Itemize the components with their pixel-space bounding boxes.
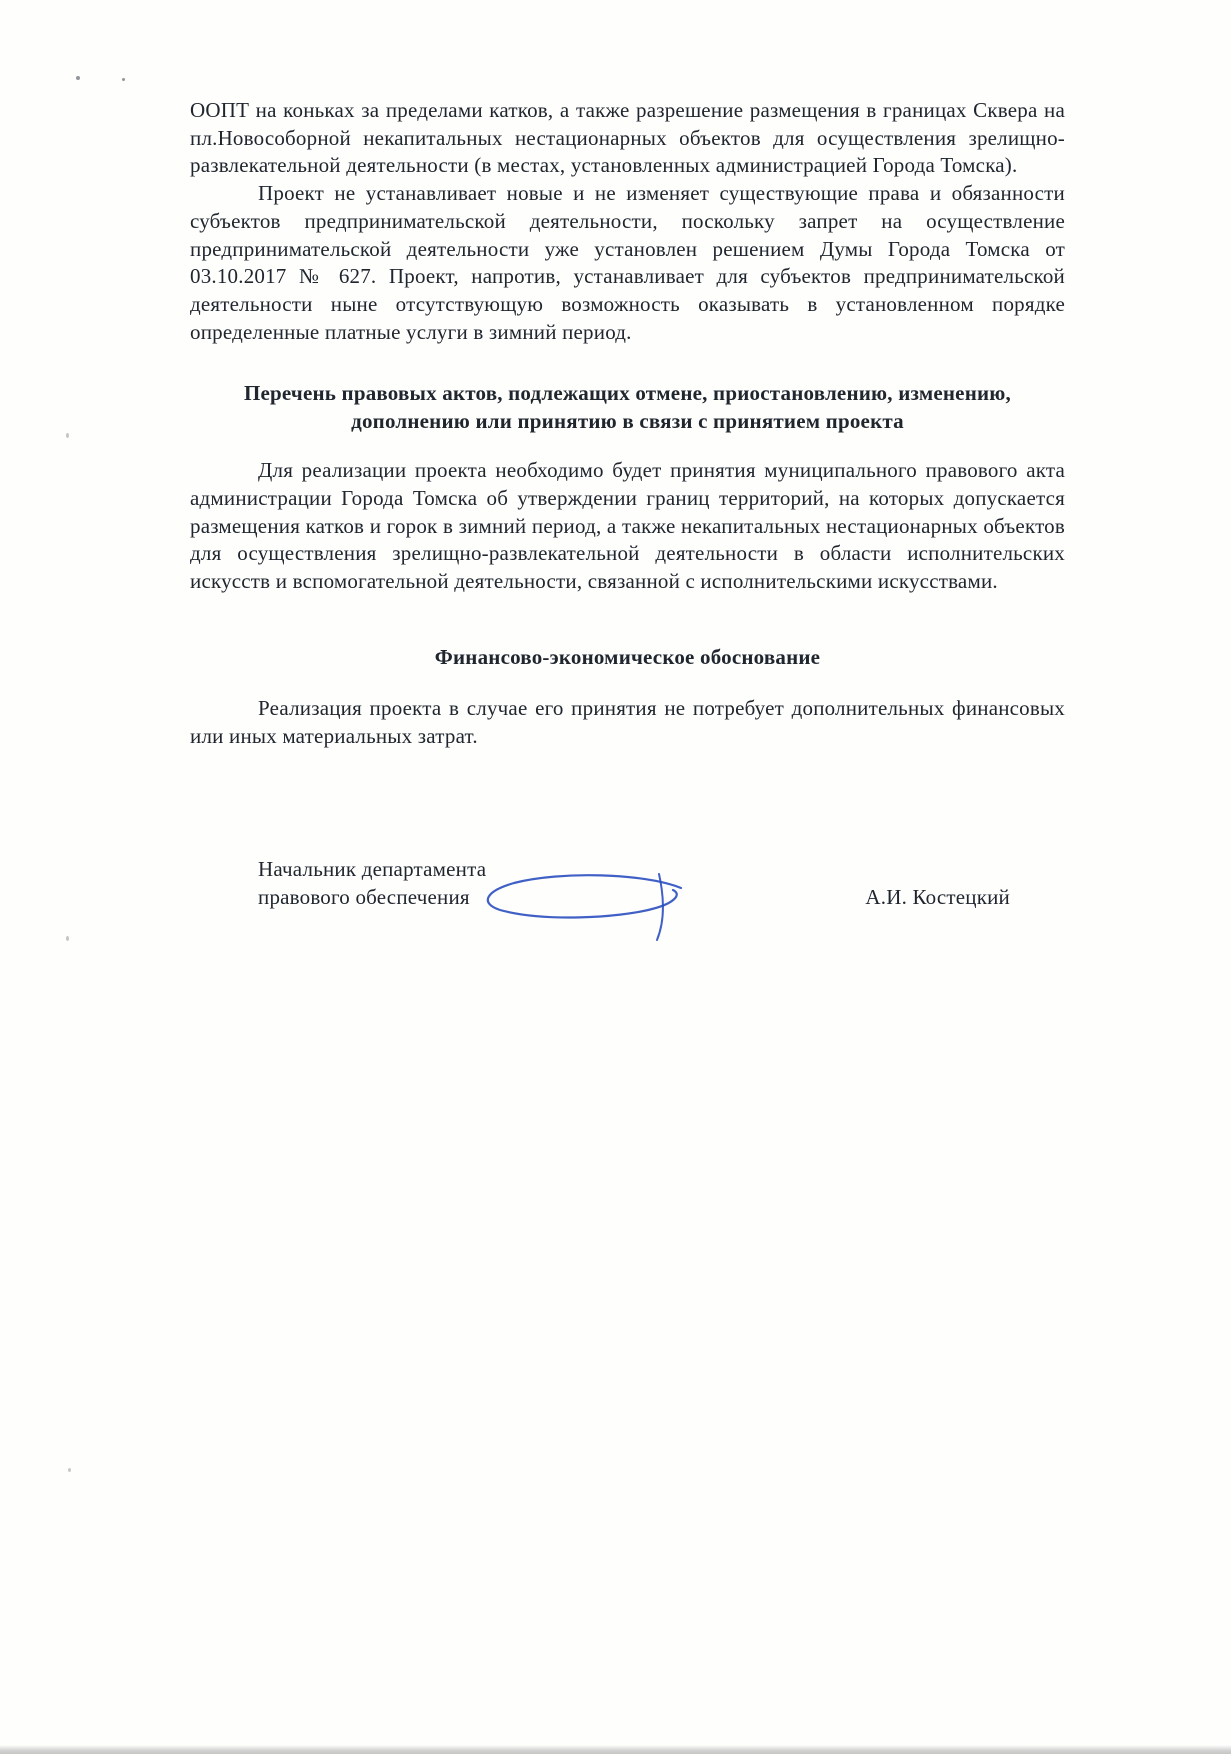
paragraph-project-rights: Проект не устанавливает новые и не изменяет существующие права и обязанности субъектов предпринимательской деятельности, поскольку запрет на осуществление предпринимательской деятельности уже установлен решением Думы Города Томска от 03.10.2017 № 627. Проект, напротив, устанавливает для субъектов предпринимательской деятельности ныне отсутствующую возможность оказывать в установленном порядке определенные платные услуги в зимний период. (190, 181, 1065, 344)
handwritten-signature (476, 864, 696, 946)
scan-edge-artifact (0, 1745, 1231, 1754)
heading-financial-justification: Финансово-экономическое обоснование (434, 644, 821, 669)
signature-block (258, 856, 1065, 911)
scan-artifact (68, 1468, 71, 1472)
scan-artifact (66, 433, 69, 438)
signature-loop-stroke (488, 876, 681, 918)
signature-tail-stroke (657, 874, 663, 940)
paragraph-financial: Реализация проекта в случае его принятия не потребует дополнительных финансовых или иных материальных затрат. (190, 695, 1065, 748)
paragraph-implementation: Для реализации проекта необходимо будет принятия муниципального правового акта администрации Города Томска об утверждении границ территорий, на которых допускается размещения катков и горок в зимний период, а также некапитальных нестационарных объектов для осуществления зрелищно-развлекательной деятельности в области исполнительских искусств и вспомогательной деятельности, связанной с исполнительскими искусствами. (190, 458, 1065, 593)
signee-title (258, 856, 486, 911)
signee-title-line2: правового обеспечения (258, 885, 470, 910)
signee-title-line1: Начальник департамента (258, 857, 487, 882)
scan-artifact (122, 78, 125, 81)
heading-legal-acts-list: Перечень правовых актов, подлежащих отмене, приостановлению, изменению, дополнению или принятию в связи с принятием проекта (243, 381, 1011, 433)
scan-artifact (76, 76, 80, 80)
paragraph-oopt-continuation: ООПТ на коньках за пределами катков, а также разрешение размещения в границах Сквера на пл.Новособорной некапитальных нестационарных объектов для осуществления зрелищно-развлекательной деятельности (в местах, установленных администрацией Города Томска). (190, 98, 1065, 178)
signee-name: А.И. Костецкий (865, 885, 1010, 910)
scan-artifact (66, 936, 69, 941)
